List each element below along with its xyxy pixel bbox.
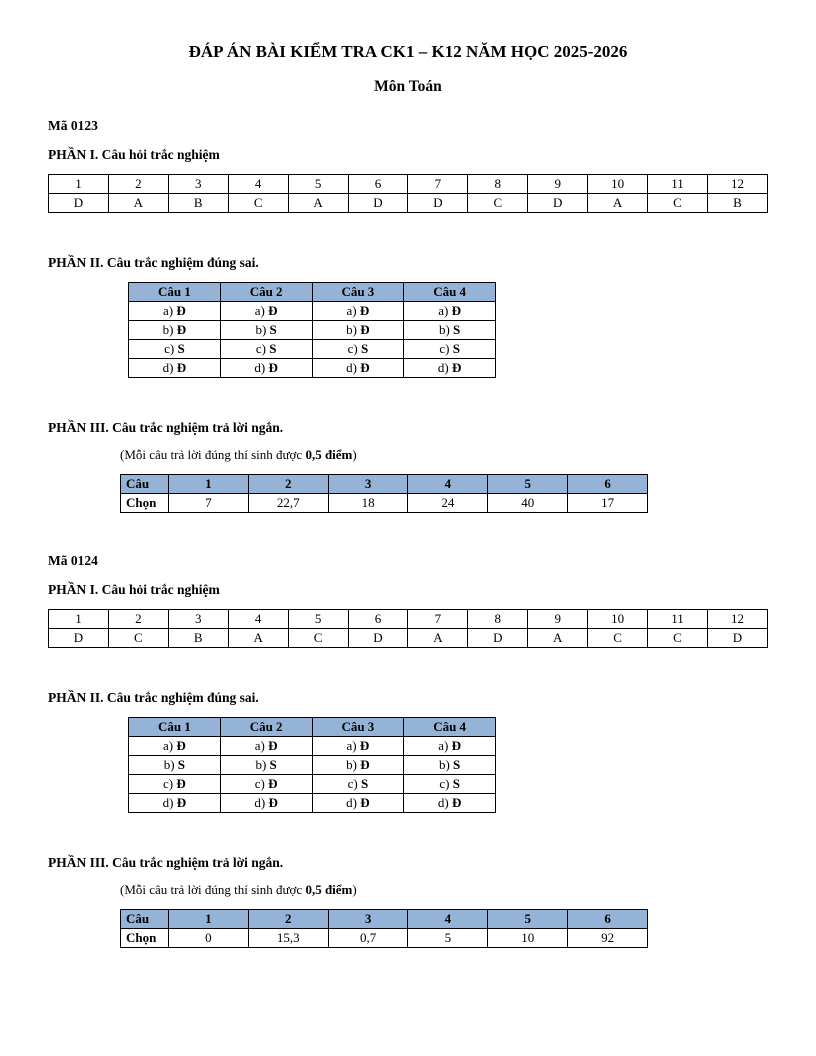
part2-heading: PHẦN II. Câu trắc nghiệm đúng sai. [48,690,259,705]
table-row [129,718,496,737]
part3-heading: PHẦN III. Câu trắc nghiệm trả lời ngắn. [48,855,284,870]
answer-cell: A [408,629,468,648]
answer-cell: d) Đ [404,794,496,813]
answer-cell: c) S [220,340,312,359]
answer-cell: 3 [168,610,228,629]
table-row [49,610,768,629]
answer-cell: b) Đ [129,321,221,340]
table-row [121,929,648,948]
part1-heading: PHẦN I. Câu hỏi trắc nghiệm [48,582,220,597]
part3-short-answer-table [120,909,648,948]
header-cell: 2 [248,475,328,494]
answer-cell: 10 [588,610,648,629]
part1-heading: PHẦN I. Câu hỏi trắc nghiệm [48,147,220,162]
answer-cell: d) Đ [220,794,312,813]
section-ma-0123 [48,118,768,513]
answer-cell: c) S [404,340,496,359]
answer-cell: D [49,629,109,648]
answer-cell: a) Đ [129,737,221,756]
answer-cell: 17 [568,494,648,513]
answer-cell: A [528,629,588,648]
answer-cell: A [588,194,648,213]
note-prefix: (Mỗi câu trả lời đúng thí sinh được [120,447,306,462]
answer-cell: b) S [404,756,496,775]
answer-cell: 6 [348,175,408,194]
header-cell: Câu 1 [129,718,221,737]
header-cell: 2 [248,910,328,929]
answer-cell: b) Đ [312,321,404,340]
answer-cell: a) Đ [312,302,404,321]
header-cell: Câu [121,910,169,929]
exam-code: Mã 0124 [48,553,98,568]
answer-cell: a) Đ [220,737,312,756]
table-row [129,794,496,813]
answer-cell: 0,7 [328,929,408,948]
part3-note [120,447,768,463]
part3-heading: PHẦN III. Câu trắc nghiệm trả lời ngắn. [48,420,284,435]
answer-cell: 8 [468,610,528,629]
answer-cell: b) S [129,756,221,775]
header-cell: Câu 1 [129,283,221,302]
note-suffix: ) [352,882,357,897]
table-row [129,283,496,302]
answer-cell: 12 [707,175,767,194]
answer-cell: 1 [49,610,109,629]
table-row [121,475,648,494]
answer-cell: C [288,629,348,648]
header-cell: 1 [169,475,249,494]
answer-cell: C [648,629,708,648]
answer-cell: a) Đ [312,737,404,756]
answer-cell: b) S [220,756,312,775]
answer-cell: B [707,194,767,213]
exam-code: Mã 0123 [48,118,98,133]
header-cell: 6 [568,475,648,494]
note-prefix: (Mỗi câu trả lời đúng thí sinh được [120,882,306,897]
answer-cell: 9 [528,610,588,629]
answer-cell: D [348,629,408,648]
note-points: 0,5 điểm [305,447,353,462]
table-row [49,629,768,648]
answer-cell: C [468,194,528,213]
answer-cell: d) Đ [129,794,221,813]
header-cell: Câu 4 [404,718,496,737]
answer-cell: 15,3 [248,929,328,948]
part3-short-answer-table [120,474,648,513]
answer-cell: 22,7 [248,494,328,513]
answer-cell: 11 [648,175,708,194]
answer-cell: 3 [168,175,228,194]
table-row [129,359,496,378]
answer-cell: 10 [488,929,568,948]
answer-cell: 4 [228,610,288,629]
answer-cell: B [168,194,228,213]
answer-cell: D [528,194,588,213]
answer-cell: b) S [220,321,312,340]
table-row [49,194,768,213]
answer-cell: 24 [408,494,488,513]
answer-cell: A [108,194,168,213]
header-cell: 1 [169,910,249,929]
answer-cell: 8 [468,175,528,194]
table-row [129,737,496,756]
part2-truefalse-table [128,282,496,378]
part1-answer-table [48,174,768,213]
answer-cell: 5 [288,610,348,629]
header-cell: Câu 4 [404,283,496,302]
answer-cell: C [648,194,708,213]
answer-cell: 2 [108,610,168,629]
answer-cell: 11 [648,610,708,629]
section-ma-0124 [48,553,768,948]
answer-cell: 4 [228,175,288,194]
answer-cell: D [49,194,109,213]
answer-cell: D [348,194,408,213]
answer-cell: d) Đ [129,359,221,378]
answer-cell: d) Đ [312,794,404,813]
answer-cell: c) Đ [129,775,221,794]
document-subtitle: Môn Toán [374,78,442,95]
table-row [129,302,496,321]
part1-answer-table [48,609,768,648]
answer-cell: d) Đ [404,359,496,378]
table-row [121,494,648,513]
header-cell: 3 [328,475,408,494]
answer-cell: a) Đ [404,737,496,756]
note-points: 0,5 điểm [305,882,353,897]
part3-note [120,882,768,898]
header-cell: Câu 3 [312,283,404,302]
table-row [129,756,496,775]
answer-cell: c) S [312,775,404,794]
answer-cell: a) Đ [220,302,312,321]
answer-cell: A [228,629,288,648]
table-row [49,175,768,194]
answer-cell: 7 [408,610,468,629]
answer-cell: 9 [528,175,588,194]
answer-cell: d) Đ [312,359,404,378]
answer-cell: Chọn [121,929,169,948]
answer-cell: 1 [49,175,109,194]
header-cell: 4 [408,475,488,494]
answer-cell: Chọn [121,494,169,513]
answer-cell: C [228,194,288,213]
table-row [129,775,496,794]
answer-cell: 7 [408,175,468,194]
answer-cell: D [707,629,767,648]
header-cell: 6 [568,910,648,929]
answer-cell: c) S [404,775,496,794]
part2-heading: PHẦN II. Câu trắc nghiệm đúng sai. [48,255,259,270]
answer-cell: 2 [108,175,168,194]
document-title: ĐÁP ÁN BÀI KIỂM TRA CK1 – K12 NĂM HỌC 2025-2026 [188,42,628,61]
answer-cell: 18 [328,494,408,513]
header-cell: 5 [488,910,568,929]
answer-cell: B [168,629,228,648]
answer-cell: 6 [348,610,408,629]
answer-cell: D [408,194,468,213]
header-cell: Câu 2 [220,718,312,737]
answer-cell: c) S [312,340,404,359]
header-cell: 3 [328,910,408,929]
answer-cell: a) Đ [404,302,496,321]
table-row [129,340,496,359]
answer-cell: 0 [169,929,249,948]
answer-cell: D [468,629,528,648]
answer-cell: d) Đ [220,359,312,378]
answer-cell: 40 [488,494,568,513]
answer-cell: 5 [288,175,348,194]
header-cell: Câu [121,475,169,494]
part2-truefalse-table [128,717,496,813]
table-row [121,910,648,929]
note-suffix: ) [352,447,357,462]
header-cell: 5 [488,475,568,494]
answer-cell: b) Đ [312,756,404,775]
answer-cell: C [108,629,168,648]
answer-cell: 92 [568,929,648,948]
answer-cell: c) Đ [220,775,312,794]
answer-cell: 10 [588,175,648,194]
answer-cell: 12 [707,610,767,629]
table-row [129,321,496,340]
answer-cell: C [588,629,648,648]
answer-cell: a) Đ [129,302,221,321]
answer-cell: 7 [169,494,249,513]
answer-cell: 5 [408,929,488,948]
answer-cell: A [288,194,348,213]
header-cell: Câu 3 [312,718,404,737]
answer-cell: c) S [129,340,221,359]
header-cell: 4 [408,910,488,929]
answer-cell: b) S [404,321,496,340]
header-cell: Câu 2 [220,283,312,302]
